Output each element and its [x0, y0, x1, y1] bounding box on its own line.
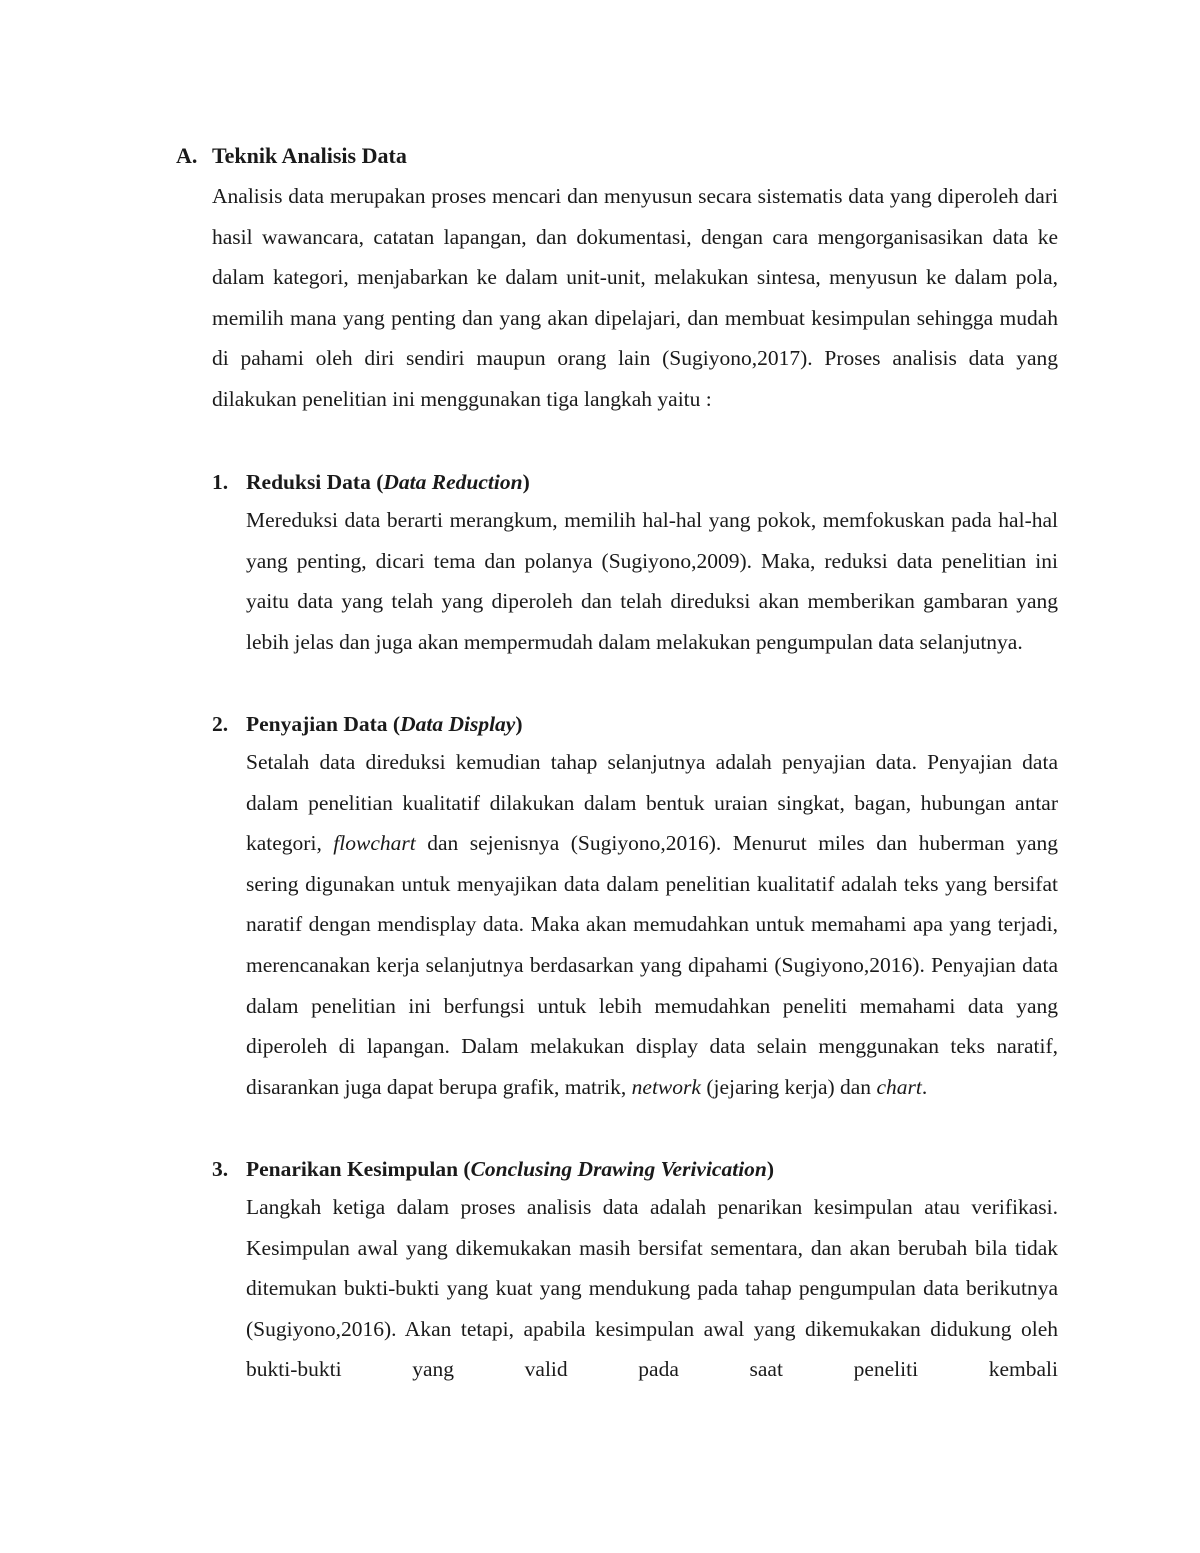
- section-heading: [176, 141, 407, 171]
- step-paragraph-reduksi-data: Mereduksi data berarti merangkum, memilih hal-hal yang pokok, memfokuskan pada hal-hal yang penting, dicari tema dan polanya (Sugiyono,2009). Maka, reduksi data penelitian ini yaitu data yang telah yang diperoleh dan telah direduksi akan memberikan gambaran yang lebih jelas dan juga akan mempermudah dalam melakukan pengumpulan data selanjutnya.: [246, 508, 1058, 654]
- step-title-close: ): [766, 1157, 775, 1181]
- step-number: 1.: [212, 470, 229, 494]
- step-number: 2.: [212, 712, 229, 736]
- step-number: 3.: [212, 1157, 229, 1181]
- paragraph-text: .: [921, 1074, 928, 1099]
- step-paragraph-penarikan-kesimpulan: Langkah ketiga dalam proses analisis data adalah penarikan kesimpulan atau verifikasi. Kesimpulan awal yang dikemukakan masih bersifat sementara, dan akan berubah bila tidak ditemukan bukti-bukti yang kuat yang mendukung pada tahap pengumpulan data berikutnya (Sugiyono,2016). Akan tetapi, apabila kesimpulan awal yang dikemukakan didukung oleh bukti-bukti yang valid pada saat peneliti kembali: [246, 1195, 1058, 1382]
- step-paragraph-penyajian-data: [246, 742, 1058, 1107]
- step-title-close: ): [522, 470, 530, 494]
- step-term: Data Display: [400, 712, 516, 736]
- step-title: Penarikan Kesimpulan (: [246, 1157, 471, 1181]
- paragraph-text: (jejaring kerja) dan: [700, 1074, 877, 1099]
- section-letter: A.: [176, 143, 198, 168]
- step-term: Data Reduction: [383, 470, 523, 494]
- paragraph-text: Setalah data direduksi kemudian tahap selanjutnya adalah penyajian data. Penyajian data dalam penelitian kualitatif dilakukan dalam bentuk uraian singkat, bagan, hubungan antar kategori,: [246, 750, 1058, 856]
- section-title: Teknik Analisis Data: [212, 143, 407, 168]
- step-heading-reduksi-data: [212, 467, 530, 497]
- step-title-close: ): [515, 712, 523, 736]
- step-heading-penyajian-data: [212, 709, 523, 739]
- step-title: Penyajian Data (: [246, 712, 401, 736]
- italic-term: flowchart: [333, 831, 416, 856]
- italic-term: chart: [876, 1074, 922, 1099]
- section-intro-paragraph: Analisis data merupakan proses mencari dan menyusun secara sistematis data yang diperoleh dari hasil wawancara, catatan lapangan, dan dokumentasi, dengan cara mengorganisasikan data ke dalam kategori, menjabarkan ke dalam unit-unit, melakukan sintesa, menyusun ke dalam pola, memilih mana yang penting dan yang akan dipelajari, dan membuat kesimpulan sehingga mudah di pahami oleh diri sendiri maupun orang lain (Sugiyono,2017). Proses analisis data yang dilakukan penelitian ini menggunakan tiga langkah yaitu :: [212, 184, 1058, 411]
- paragraph-text: dan sejenisnya (Sugiyono,2016). Menurut miles dan huberman yang sering digunakan untuk menyajikan data dalam penelitian kualitatif adalah teks yang bersifat naratif dengan mendisplay data. Maka akan memudahkan untuk memahami apa yang terjadi, merencanakan kerja selanjutnya berdasarkan yang dipahami (Sugiyono,2016). Penyajian data dalam penelitian ini berfungsi untuk lebih memudahkan peneliti memahami data yang diperoleh di lapangan. Dalam melakukan display data selain menggunakan teks naratif, disarankan juga dapat berupa grafik, matrik,: [246, 831, 1058, 1099]
- step-title: Reduksi Data (: [246, 470, 384, 494]
- step-heading-penarikan-kesimpulan: [212, 1154, 774, 1184]
- step-term: Conclusing Drawing Verivication: [470, 1157, 767, 1181]
- italic-term: network: [631, 1074, 701, 1099]
